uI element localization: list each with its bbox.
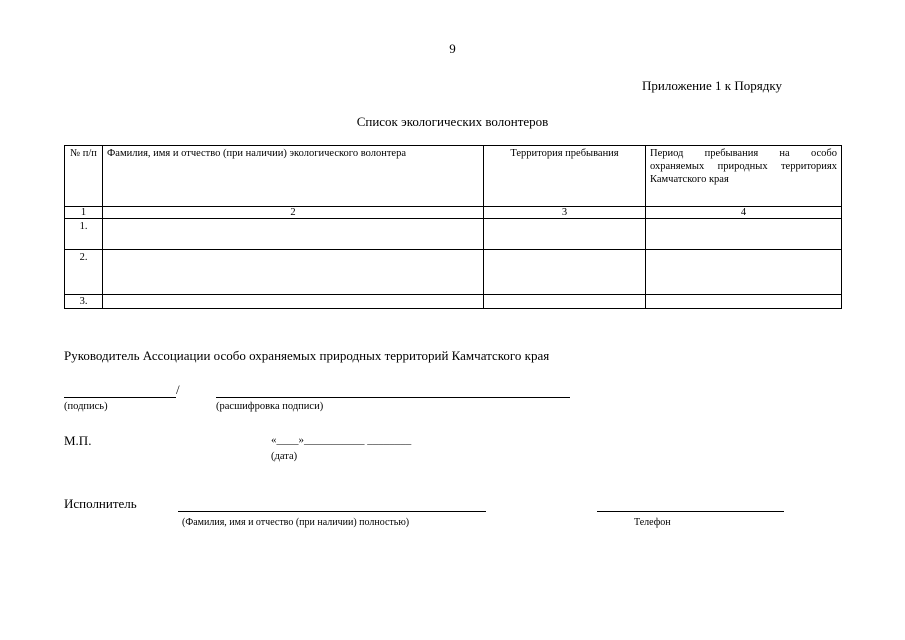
date-field[interactable]: «____»___________ ________ <box>271 434 412 446</box>
decoding-caption: (расшифровка подписи) <box>216 401 324 412</box>
stamp-label: М.П. <box>64 433 92 448</box>
row-period-cell[interactable] <box>646 295 842 309</box>
date-caption: (дата) <box>271 451 298 462</box>
row-period-cell[interactable] <box>646 250 842 295</box>
appendix-label: Приложение 1 к Порядку <box>642 78 782 93</box>
executor-name-caption: (Фамилия, имя и отчество (при наличии) полностью) <box>182 517 410 528</box>
row-territory-cell[interactable] <box>484 250 646 295</box>
header-territory: Территория пребывания <box>484 146 646 207</box>
header-number: № п/п <box>65 146 103 207</box>
phone-line[interactable] <box>597 511 784 512</box>
row-name-cell[interactable] <box>103 250 484 295</box>
column-number: 4 <box>646 207 842 219</box>
header-period: Период пребывания на особо охраняемых природных территориях Камчатского края <box>646 146 842 207</box>
table-header-row <box>65 146 842 207</box>
list-title: Список экологических волонтеров <box>356 114 549 129</box>
column-number: 3 <box>484 207 646 219</box>
phone-caption: Телефон <box>634 517 671 528</box>
row-number: 1. <box>65 219 103 250</box>
signature-decoding-line[interactable] <box>216 397 570 398</box>
head-of-association: Руководитель Ассоциации особо охраняемых природных территорий Камчатского края <box>64 348 550 363</box>
header-name: Фамилия, имя и отчество (при наличии) экологического волонтера <box>103 146 484 207</box>
table-row <box>65 250 842 295</box>
row-territory-cell[interactable] <box>484 295 646 309</box>
signature-caption: (подпись) <box>64 401 108 412</box>
volunteers-table <box>64 145 842 309</box>
column-number: 1 <box>65 207 103 219</box>
row-name-cell[interactable] <box>103 295 484 309</box>
row-number: 2. <box>65 250 103 295</box>
signature-slash: / <box>176 382 180 397</box>
table-row <box>65 295 842 309</box>
executor-name-line[interactable] <box>178 511 486 512</box>
column-number: 2 <box>103 207 484 219</box>
row-name-cell[interactable] <box>103 219 484 250</box>
row-territory-cell[interactable] <box>484 219 646 250</box>
column-number-row <box>65 207 842 219</box>
signature-line[interactable] <box>64 397 176 398</box>
page-number: 9 <box>449 41 456 56</box>
row-number: 3. <box>65 295 103 309</box>
row-period-cell[interactable] <box>646 219 842 250</box>
executor-label: Исполнитель <box>64 496 137 511</box>
table-row <box>65 219 842 250</box>
